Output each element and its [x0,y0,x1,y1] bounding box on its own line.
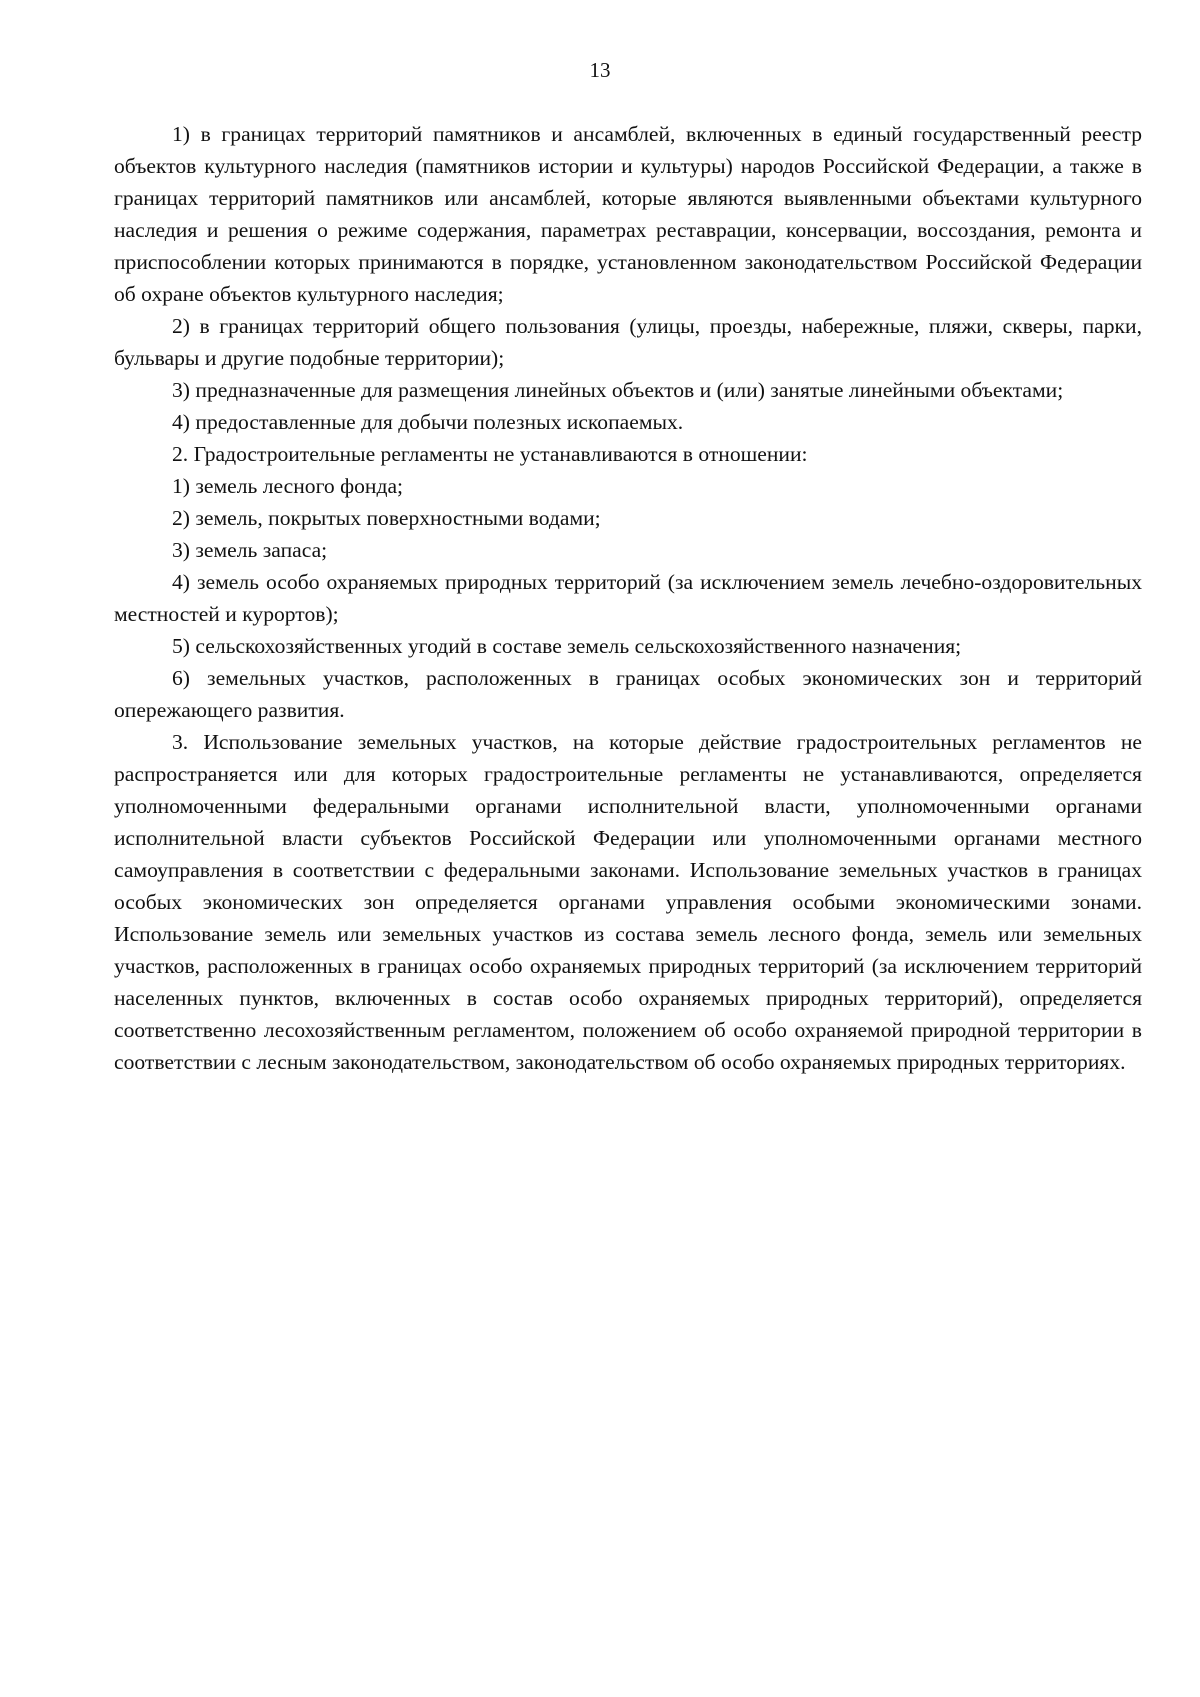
document-body [114,118,1142,1078]
paragraph-item-2-1: 1) земель лесного фонда; [172,474,404,498]
paragraph-item-2-4: 4) земель особо охраняемых природных территорий (за исключением земель лечебно-оздоровительных местностей и курортов); [114,570,1142,626]
paragraph-item-2-2: 2) земель, покрытых поверхностными водами; [172,506,601,530]
paragraph-item-2-3: 3) земель запаса; [172,538,328,562]
paragraph-item-1-4: 4) предоставленные для добычи полезных ископаемых. [172,410,684,434]
paragraph-item-1-3: 3) предназначенные для размещения линейных объектов и (или) занятые линейными объектами; [172,378,1064,402]
paragraph-clause-2: 2. Градостроительные регламенты не устанавливаются в отношении: [172,442,808,466]
paragraph-item-2-5: 5) сельскохозяйственных угодий в составе земель сельскохозяйственного назначения; [172,634,962,658]
paragraph-item-1-1: 1) в границах территорий памятников и ансамблей, включенных в единый государственный реестр объектов культурного наследия (памятников истории и культуры) народов Российской Федерации, а также в границах территорий памятников или ансамблей, которые являются выявленными объектами культурного наследия и решения о режиме содержания, параметрах реставрации, консервации, воссоздания, ремонта и приспособлении которых принимаются в порядке, установленном законодательством Российской Федерации об охране объектов культурного наследия; [114,122,1142,306]
paragraph-item-2-6: 6) земельных участков, расположенных в границах особых экономических зон и территорий опережающего развития. [114,666,1142,722]
paragraph-item-1-2: 2) в границах территорий общего пользования (улицы, проезды, набережные, пляжи, скверы, парки, бульвары и другие подобные территории); [114,314,1142,370]
paragraph-clause-3: 3. Использование земельных участков, на которые действие градостроительных регламентов не распространяется или для которых градостроительные регламенты не устанавливаются, определяется уполномоченными федеральными органами исполнительной власти, уполномоченными органами исполнительной власти субъектов Российской Федерации или уполномоченными органами местного самоуправления в соответствии с федеральными законами. Использование земельных участков в границах особых экономических зон определяется органами управления особыми экономическими зонами. Использование земель или земельных участков из состава земель лесного фонда, земель или земельных участков, расположенных в границах особо охраняемых природных территорий (за исключением территорий населенных пунктов, включенных в состав особо охраняемых природных территорий), определяется соответственно лесохозяйственным регламентом, положением об особо охраняемой природной территории в соответствии с лесным законодательством, законодательством об особо охраняемых природных территориях. [114,730,1142,1074]
page-number: 13 [589,58,611,82]
